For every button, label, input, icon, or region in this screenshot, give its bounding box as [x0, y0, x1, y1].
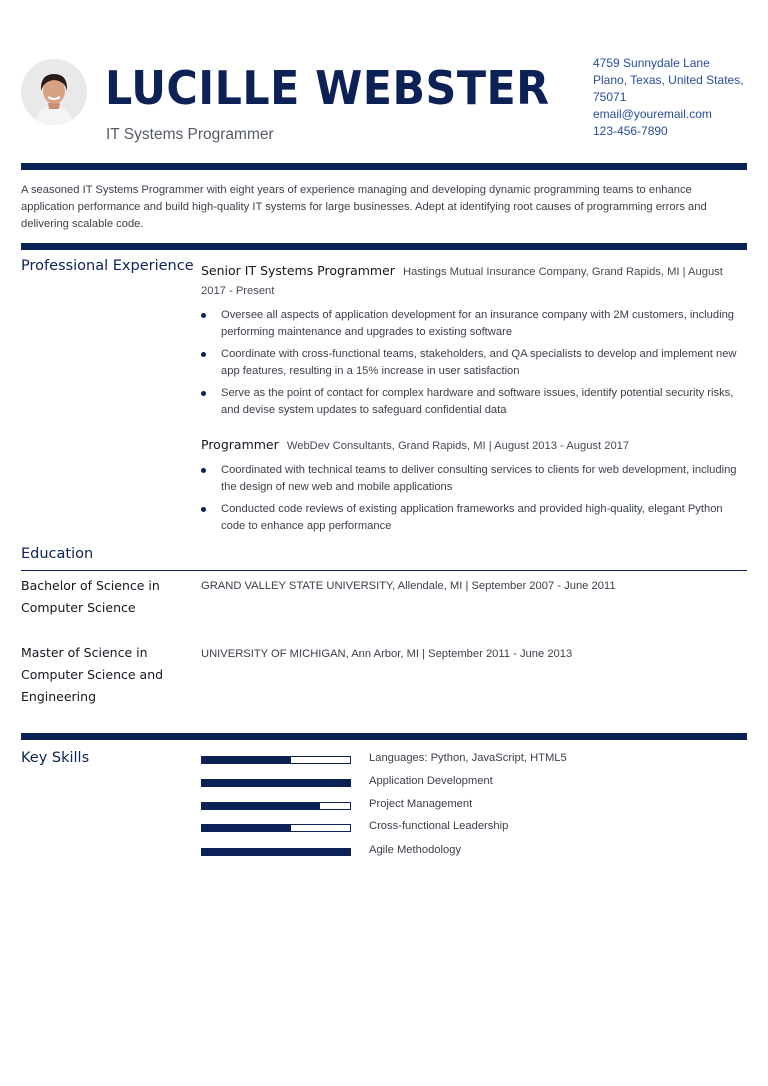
skill-bar-fill	[202, 757, 291, 763]
degree-name: Master of Science in Computer Science and Engineering	[21, 645, 164, 704]
contact-street: 4759 Sunnydale Lane	[593, 56, 710, 70]
skill-label: Application Development	[369, 775, 493, 787]
profile-photo	[21, 59, 87, 125]
skill-bar-fill	[202, 825, 291, 831]
bullet-item: Serve as the point of contact for complex hardware and software issues, identify potential security risks, and devise system updates to safeguard confidential data	[201, 385, 741, 418]
skills-heading: Key Skills	[21, 750, 90, 766]
education-heading: Education	[21, 546, 94, 562]
school-details: GRAND VALLEY STATE UNIVERSITY, Allendale, MI | September 2007 - June 2011	[201, 580, 616, 592]
bullet-item: Oversee all aspects of application development for an insurance company with 2M customers, including performing maintenance and upgrades to existing software	[201, 307, 741, 340]
skill-row	[201, 845, 746, 861]
avatar-icon	[21, 59, 87, 125]
job-entry	[201, 435, 741, 540]
skill-bar-fill	[202, 849, 350, 855]
job-details: WebDev Consultants, Grand Rapids, MI | August 2013 - August 2017	[286, 440, 630, 452]
job-bullets	[201, 462, 741, 534]
contact-phone[interactable]: 123-456-7890	[593, 124, 668, 138]
job-title: IT Systems Programmer	[106, 126, 274, 143]
skill-label: Languages: Python, JavaScript, HTML5	[369, 752, 567, 764]
skill-label: Agile Methodology	[369, 844, 462, 856]
skill-bar	[201, 802, 351, 810]
skill-row	[201, 753, 746, 769]
skill-bar	[201, 756, 351, 764]
contact-block	[593, 55, 763, 140]
skill-bar-fill	[202, 803, 320, 809]
job-details: Hastings Mutual Insurance Company, Grand Rapids, MI | August 2017 - Present	[201, 266, 723, 297]
job-header	[201, 435, 741, 456]
education-divider	[21, 570, 747, 571]
experience-heading: Professional Experience	[21, 258, 194, 274]
skill-bar	[201, 848, 351, 856]
job-bullets	[201, 307, 741, 418]
job-header	[201, 261, 741, 301]
candidate-name: LUCILLE WEBSTER	[105, 61, 550, 115]
education-bottom-divider	[21, 733, 747, 740]
contact-email[interactable]: email@youremail.com	[593, 107, 712, 121]
skill-row	[201, 776, 746, 792]
bullet-item: Conducted code reviews of existing application frameworks and provided high-quality, elegant Python code to enhance app performance	[201, 501, 741, 534]
skill-row	[201, 821, 746, 837]
header-divider	[21, 163, 747, 170]
job-role: Programmer	[201, 437, 279, 452]
job-role: Senior IT Systems Programmer	[201, 263, 395, 278]
contact-zip: 75071	[593, 90, 627, 104]
contact-city: Plano, Texas, United States,	[593, 73, 744, 87]
bullet-item: Coordinate with cross-functional teams, stakeholders, and QA specialists to develop and implement new app features, resulting in a 15% increase in user satisfaction	[201, 346, 741, 379]
skill-label: Project Management	[369, 798, 473, 810]
school-details: UNIVERSITY OF MICHIGAN, Ann Arbor, MI | September 2011 - June 2013	[201, 648, 573, 660]
degree-name: Bachelor of Science in Computer Science	[21, 578, 160, 615]
summary-text: A seasoned IT Systems Programmer with eight years of experience managing and developing dynamic programming teams to enhance application performance and build high-quality IT systems for large businesses. Adept at identifying root causes of programming errors and delivering scalable code.	[21, 184, 707, 230]
bullet-item: Coordinated with technical teams to deliver consulting services to clients for web development, including the design of new web and mobile applications	[201, 462, 741, 495]
skill-row	[201, 799, 746, 815]
summary-divider	[21, 243, 747, 250]
skill-bar	[201, 824, 351, 832]
job-entry	[201, 261, 741, 424]
skill-bar-fill	[202, 780, 350, 786]
skill-label: Cross-functional Leadership	[369, 820, 509, 832]
skill-bar	[201, 779, 351, 787]
